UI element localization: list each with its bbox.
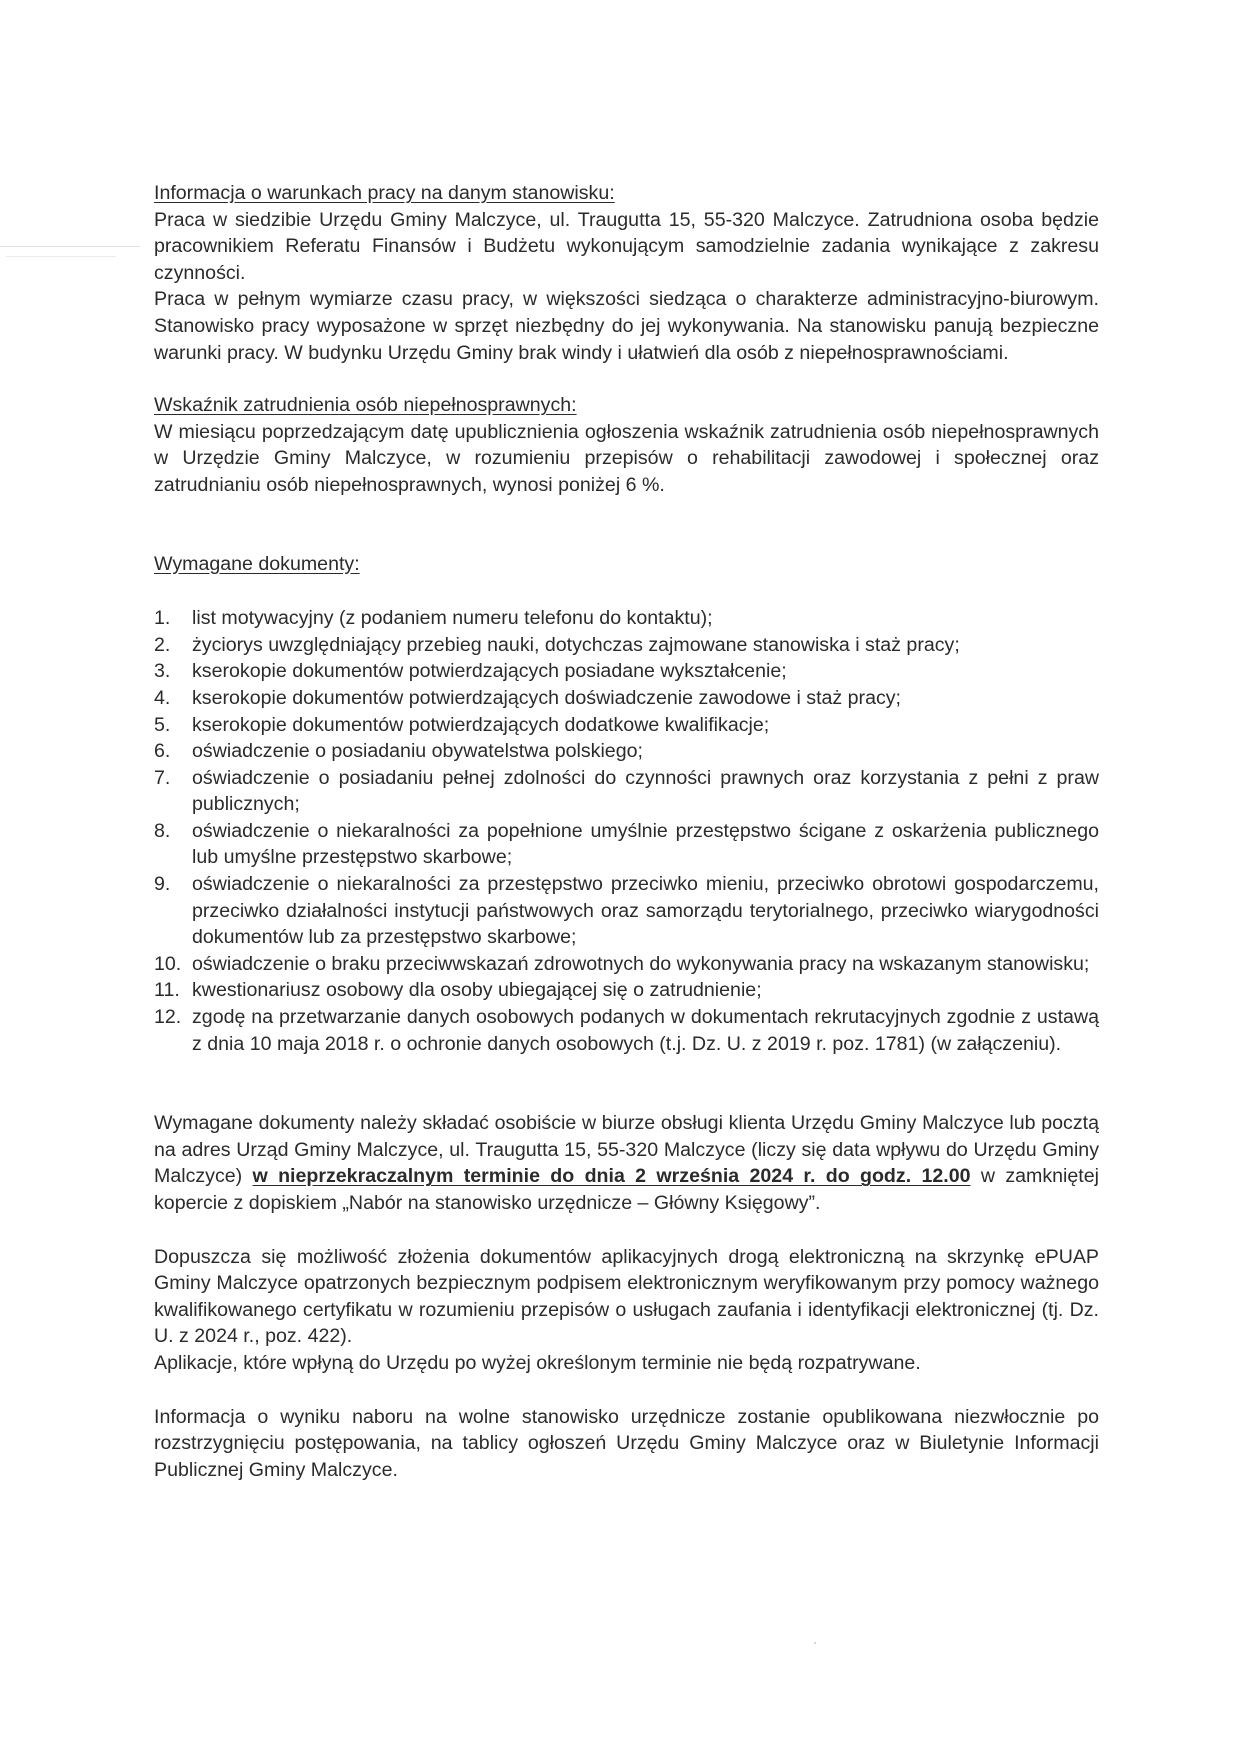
document-item-text: oświadczenie o posiadaniu pełnej zdolności do czynności prawnych oraz korzystania z pełni z praw publicznych; (192, 766, 1099, 816)
work-conditions-paragraph-1: Praca w siedzibie Urzędu Gminy Malczyce, ul. Traugutta 15, 55-320 Malczyce. Zatrudniona osoba będzie pracownikiem Referatu Finansów i Budżetu wykonującym samodzielnie zadania wynikające z zakresu czynności. (154, 208, 1099, 284)
document-item-number: 2. (154, 633, 171, 656)
document-item-5 (154, 712, 1099, 739)
submission-paragraph (154, 1110, 1099, 1216)
result-info-section (154, 1404, 1099, 1484)
document-item-number: 7. (154, 766, 171, 789)
epuap-paragraph-2: Aplikacje, które wpłyną do Urzędu po wyżej określonym terminie nie będą rozpatrywane. (154, 1351, 921, 1374)
document-item-10 (154, 951, 1099, 978)
employment-ratio-heading: Wskaźnik zatrudnienia osób niepełnosprawnych: (154, 394, 577, 417)
document-item-12 (154, 1004, 1099, 1057)
submission-deadline: w nieprzekraczalnym terminie do dnia 2 września 2024 r. do godz. 12.00 (252, 1165, 971, 1188)
document-item-text: kserokopie dokumentów potwierdzających dodatkowe kwalifikacje; (192, 713, 770, 736)
required-documents-list (154, 605, 1099, 1057)
document-item-11 (154, 977, 1099, 1004)
document-item-number: 8. (154, 819, 171, 842)
submission-text-after: w zamkniętej kopercie z dopiskiem „Nabór na stanowisko urzędnicze – Główny Księgowy”. (154, 1165, 1099, 1214)
work-conditions-paragraph-2: Praca w pełnym wymiarze czasu pracy, w większości siedząca o charakterze administracyjno-biurowym. Stanowisko pracy wyposażone w sprzęt niezbędny do jej wykonywania. Na stanowisku panują bezpieczne warunki pracy. W budynku Urzędu Gminy brak windy i ułatwień dla osób z niepełnosprawnościami. (154, 288, 1099, 364)
employment-ratio-paragraph: W miesiącu poprzedzającym datę upublicznienia ogłoszenia wskaźnik zatrudnienia osób niepełnosprawnych w Urzędzie Gminy Malczyce, w rozumieniu przepisów o rehabilitacji zawodowej i społecznej oraz zatrudnianiu osób niepełnosprawnych, wynosi poniżej 6 %. (154, 420, 1099, 496)
document-item-number: 5. (154, 713, 171, 736)
document-body (154, 180, 1099, 1483)
document-item-text: kwestionariusz osobowy dla osoby ubiegającej się o zatrudnienie; (192, 979, 762, 1002)
document-item-number: 6. (154, 740, 171, 763)
document-item-number: 9. (154, 873, 171, 896)
document-item-number: 12. (154, 1006, 182, 1029)
document-item-text: kserokopie dokumentów potwierdzających posiadane wykształcenie; (192, 660, 787, 683)
required-documents-section (154, 551, 1099, 1058)
epuap-paragraph-1: Dopuszcza się możliwość złożenia dokumentów aplikacyjnych drogą elektroniczną na skrzynkę ePUAP Gminy Malczyce opatrzonych bezpiecznym podpisem elektronicznym weryfikowanym przy pomocy ważnego kwalifikowanego certyfikatu w rozumieniu przepisów o usługach zaufania i identyfikacji elektronicznej (tj. Dz. U. z 2024 r., poz. 422). (154, 1245, 1099, 1348)
document-item-text: zgodę na przetwarzanie danych osobowych podanych w dokumentach rekrutacyjnych zgodnie z ustawą z dnia 10 maja 2018 r. o ochronie danych osobowych (t.j. Dz. U. z 2019 r. poz. 1781) (w załączeniu). (192, 1006, 1099, 1055)
document-item-9 (154, 871, 1099, 951)
document-item-number: 1. (154, 607, 171, 630)
document-item-text: oświadczenie o braku przeciwwskazań zdrowotnych do wykonywania pracy na wskazanym stanowisku; (192, 952, 1090, 975)
document-item-text: oświadczenie o niekaralności za popełnione umyślnie przestępstwo ścigane z oskarżenia publicznego lub umyślne przestępstwo skarbowe; (192, 819, 1099, 869)
scan-artifact-left-2 (6, 256, 116, 257)
document-item-1 (154, 605, 1099, 632)
work-conditions-section (154, 180, 1099, 366)
epuap-section (154, 1244, 1099, 1377)
work-conditions-heading: Informacja o warunkach pracy na danym stanowisku: (154, 182, 615, 204)
document-item-text: oświadczenie o niekaralności za przestępstwo przeciwko mieniu, przeciwko obrotowi gospodarczemu, przeciwko działalności instytucji państwowych oraz samorządu terytorialnego, przeciwko wiarygodności dokumentów lub za przestępstwo skarbowe; (192, 873, 1099, 949)
document-item-8 (154, 818, 1099, 871)
document-item-7 (154, 765, 1099, 818)
document-item-2 (154, 632, 1099, 659)
scan-artifact-dot (814, 1642, 816, 1644)
document-item-text: kserokopie dokumentów potwierdzających doświadczenie zawodowe i staż pracy; (192, 686, 902, 709)
employment-ratio-section (154, 392, 1099, 498)
document-item-number: 11. (154, 979, 180, 1002)
document-item-6 (154, 738, 1099, 765)
document-item-3 (154, 658, 1099, 685)
document-item-text: list motywacyjny (z podaniem numeru telefonu do kontaktu); (192, 607, 713, 630)
document-item-number: 3. (154, 660, 171, 683)
document-item-text: oświadczenie o posiadaniu obywatelstwa polskiego; (192, 740, 643, 763)
document-item-text: życiorys uwzględniający przebieg nauki, dotychczas zajmowane stanowiska i staż pracy; (192, 633, 960, 656)
document-item-number: 4. (154, 686, 171, 709)
scan-artifact-left (0, 246, 140, 247)
document-item-number: 10. (154, 952, 182, 975)
required-documents-heading: Wymagane dokumenty: (154, 552, 360, 575)
result-info-paragraph: Informacja o wyniku naboru na wolne stanowisko urzędnicze zostanie opublikowana niezwłocznie po rozstrzygnięciu postępowania, na tablicy ogłoszeń Urzędu Gminy Malczyce oraz w Biuletynie Informacji Publicznej Gminy Malczyce. (154, 1405, 1099, 1481)
submission-text-before: Wymagane dokumenty należy składać osobiście w biurze obsługi klienta Urzędu Gminy Malczyce lub pocztą na adres Urząd Gminy Malczyce, ul. Traugutta 15, 55-320 Malczyce (liczy się data wpływu do Urzędu Gminy Malczyce) (154, 1112, 1099, 1188)
document-item-4 (154, 685, 1099, 712)
